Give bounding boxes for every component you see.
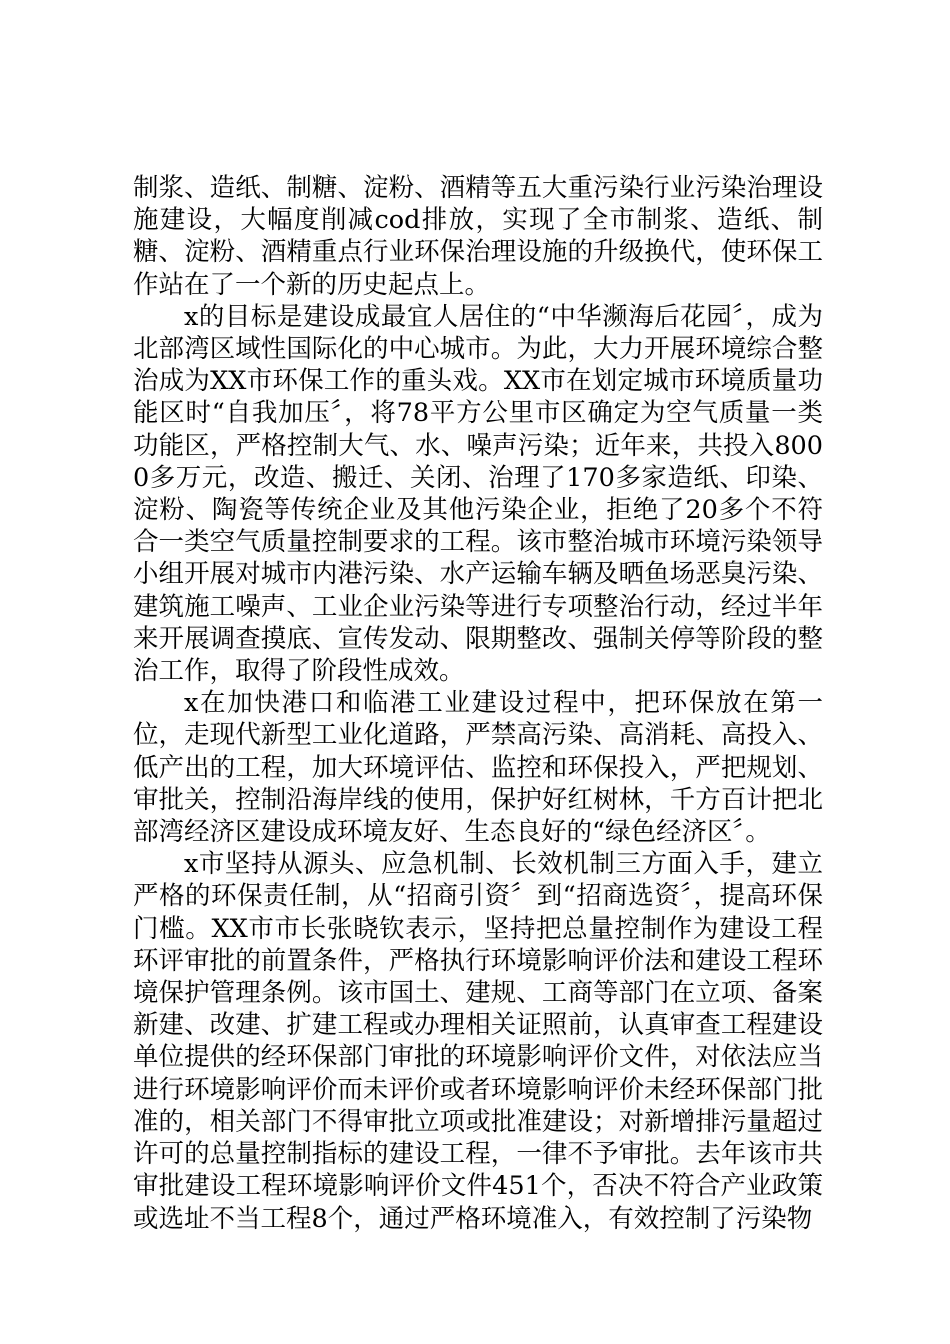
paragraph-3: x在加快港口和临港工业建设过程中，把环保放在第一位，走现代新型工业化道路，严禁高污染、高消耗、高投入、低产出的工程，加大环境评估、监控和环保投入，严把规划、审批关，控制沿海岸线的使用，保护好红树林，千方百计把北部湾经济区建设成环境友好、生态良好的“绿色经济区〞。 [133,688,823,848]
document-body [133,172,823,1235]
paragraph-4: x市坚持从源头、应急机制、长效机制三方面入手，建立严格的环保责任制，从“招商引资〞到“招商选资〞，提高环保门槛。XX市市长张晓钦表示，坚持把总量控制作为建设工程环评审批的前置条件，严格执行环境影响评价法和建设工程环境保护管理条例。该市国土、建规、工商等部门在立项、备案新建、改建、扩建工程或办理相关证照前，认真审查工程建设单位提供的经环保部门审批的环境影响评价文件，对依法应当进行环境影响评价而未评价或者环境影响评价未经环保部门批准的，相关部门不得审批立项或批准建设；对新增排污量超过许可的总量控制指标的建设工程，一律不予审批。去年该市共审批建设工程环境影响评价文件451个，否决不符合产业政策或选址不当工程8个，通过严格环境准入，有效控制了污染物 [133,849,823,1234]
paragraph-1: 制浆、造纸、制糖、淀粉、酒精等五大重污染行业污染治理设施建设，大幅度削减cod排放，实现了全市制浆、造纸、制糖、淀粉、酒精重点行业环保治理设施的升级换代，使环保工作站在了一个新的历史起点上。 [133,173,823,300]
paragraph-2: x的目标是建设成最宜人居住的“中华濒海后花园〞，成为北部湾区域性国际化的中心城市。为此，大力开展环境综合整治成为XX市环保工作的重头戏。XX市在划定城市环境质量功能区时“自我加压〞，将78平方公里市区确定为空气质量一类功能区，严格控制大气、水、噪声污染；近年来，共投入8000多万元，改造、搬迁、关闭、治理了170多家造纸、印染、淀粉、陶瓷等传统企业及其他污染企业，拒绝了20多个不符合一类空气质量控制要求的工程。该市整治城市环境污染领导小组开展对城市内港污染、水产运输车辆及晒鱼场恶臭污染、建筑施工噪声、工业企业污染等进行专项整治行动，经过半年来开展调查摸底、宣传发动、限期整改、强制关停等阶段的整治工作，取得了阶段性成效。 [133,301,823,687]
